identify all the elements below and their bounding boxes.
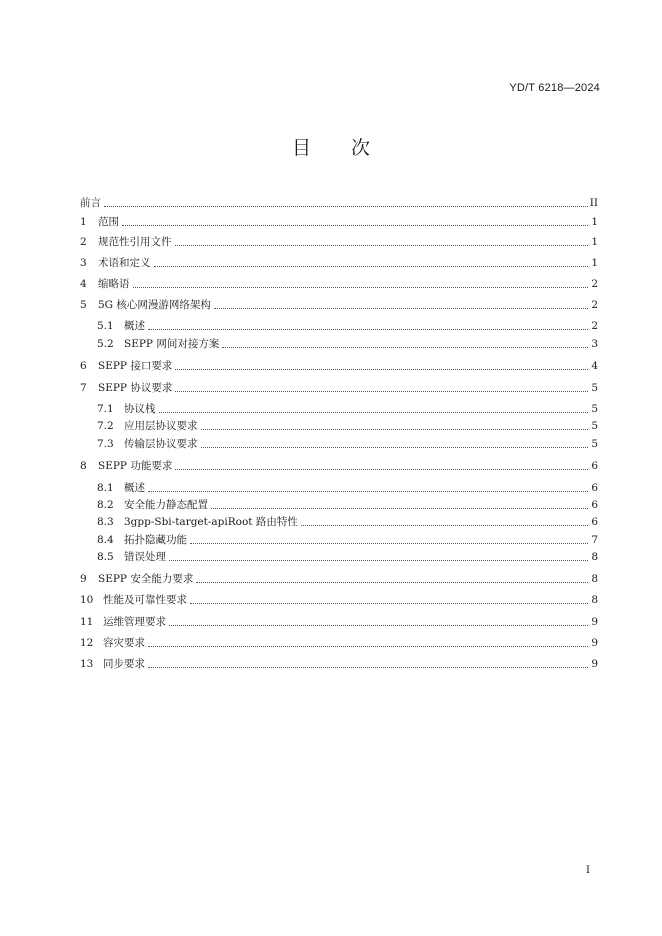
toc-entry-page: 6 xyxy=(591,499,598,511)
toc-entry-title: 应用层协议要求 xyxy=(124,420,198,432)
toc-leader-dots xyxy=(169,625,588,626)
toc-entry-page: 8 xyxy=(591,594,598,606)
toc-entry[interactable] xyxy=(80,359,598,373)
toc-entry-page: 6 xyxy=(591,482,598,494)
toc-entry-number: 7.3 xyxy=(97,438,114,450)
toc-entry[interactable] xyxy=(80,498,598,512)
toc-entry-number: 8.5 xyxy=(97,551,114,563)
toc-entry-number: 8.1 xyxy=(97,482,114,494)
toc-entry[interactable] xyxy=(80,215,598,229)
toc-entry-page: 8 xyxy=(591,573,598,585)
toc-title-part2: 次 xyxy=(351,137,371,159)
toc-entry-page: 4 xyxy=(591,360,598,372)
toc-entry-number: 8.4 xyxy=(97,534,114,546)
toc-entry-number: 7.1 xyxy=(97,403,114,415)
toc-leader-dots xyxy=(169,560,588,561)
toc-entry[interactable] xyxy=(80,419,598,433)
toc-entry-number: 9 xyxy=(80,573,87,585)
toc-entry[interactable] xyxy=(80,657,598,671)
toc-entry-page: 1 xyxy=(591,257,598,269)
toc-entry-number: 10 xyxy=(80,594,94,606)
toc-leader-dots xyxy=(301,525,588,526)
toc-entry[interactable] xyxy=(80,381,598,395)
toc-entry-title: 容灾要求 xyxy=(103,637,145,649)
toc-entry-page: 1 xyxy=(591,236,598,248)
toc-entry[interactable] xyxy=(80,298,598,312)
toc-leader-dots xyxy=(175,245,589,246)
toc-entry-page: 9 xyxy=(591,616,598,628)
toc-entry-number: 11 xyxy=(80,616,94,628)
toc-entry-title: 规范性引用文件 xyxy=(98,236,172,248)
toc-entry[interactable] xyxy=(80,481,598,495)
toc-entry-number: 3 xyxy=(80,257,87,269)
toc-leader-dots xyxy=(148,329,588,330)
toc-entry-number: 6 xyxy=(80,360,87,372)
page-number: I xyxy=(586,865,590,876)
toc-entry[interactable] xyxy=(80,550,598,564)
toc-entry[interactable] xyxy=(80,533,598,547)
toc-entry[interactable] xyxy=(80,277,598,291)
toc-entry-title: 安全能力静态配置 xyxy=(124,499,208,511)
toc-leader-dots xyxy=(159,412,589,413)
toc-entry-title: SEPP 接口要求 xyxy=(98,360,173,372)
toc-leader-dots xyxy=(211,508,588,509)
toc-title-part1: 目 xyxy=(291,137,311,159)
toc-entry-page: 5 xyxy=(591,438,598,450)
toc-entry-title: 5G 核心网漫游网络架构 xyxy=(98,299,211,311)
toc-leader-dots xyxy=(196,582,588,583)
toc-entry-number: 2 xyxy=(80,236,87,248)
toc-entry[interactable] xyxy=(80,593,598,607)
toc-entry-number: 8 xyxy=(80,460,87,472)
toc-entry-page: 5 xyxy=(591,420,598,432)
toc-entry-title: 错误处理 xyxy=(124,551,166,563)
toc-entry[interactable] xyxy=(80,235,598,249)
toc-entry-page: 2 xyxy=(591,299,598,311)
toc-entry-title: 概述 xyxy=(124,320,145,332)
toc-entry-page: II xyxy=(589,197,598,209)
toc-entry-title: SEPP 网间对接方案 xyxy=(124,338,220,350)
toc-entry[interactable] xyxy=(80,319,598,333)
toc-entry-page: 2 xyxy=(591,320,598,332)
toc-leader-dots xyxy=(175,469,588,470)
toc-entry-page: 7 xyxy=(591,534,598,546)
toc-entry-page: 9 xyxy=(591,658,598,670)
toc-entry-title: SEPP 功能要求 xyxy=(98,460,173,472)
toc-entry-title: 缩略语 xyxy=(98,278,130,290)
toc-entry-number: 4 xyxy=(80,278,87,290)
toc-entry-title: 范围 xyxy=(98,216,119,228)
toc-entry-title: 性能及可靠性要求 xyxy=(103,594,187,606)
toc-entry[interactable] xyxy=(80,402,598,416)
toc-leader-dots xyxy=(122,225,588,226)
toc-leader-dots xyxy=(148,491,588,492)
toc-entry-page: 1 xyxy=(591,216,598,228)
toc-leader-dots xyxy=(175,391,588,392)
toc-leader-dots xyxy=(148,667,588,668)
toc-entry[interactable] xyxy=(80,437,598,451)
toc-entry-title: SEPP 安全能力要求 xyxy=(98,573,194,585)
toc-entry-number: 13 xyxy=(80,658,94,670)
toc-entry-number: 5.1 xyxy=(97,320,114,332)
toc-entry-page: 6 xyxy=(591,516,598,528)
toc-leader-dots xyxy=(214,308,588,309)
toc-entry-title: 协议栈 xyxy=(124,403,156,415)
document-code: YD/T 6218—2024 xyxy=(509,82,600,94)
toc-entry-title: 3gpp-Sbi-target-apiRoot 路由特性 xyxy=(124,516,298,528)
toc-entry-page: 5 xyxy=(591,403,598,415)
toc-entry-page: 8 xyxy=(591,551,598,563)
toc-title xyxy=(0,133,662,160)
toc-leader-dots xyxy=(201,429,589,430)
toc-entry-title: SEPP 协议要求 xyxy=(98,382,173,394)
toc-entry[interactable] xyxy=(80,256,598,270)
toc-entry-title: 前言 xyxy=(80,197,101,209)
toc-entry-title: 运维管理要求 xyxy=(103,616,166,628)
toc-entry-page: 6 xyxy=(591,460,598,472)
toc-entry-page: 5 xyxy=(591,382,598,394)
toc-leader-dots xyxy=(154,266,589,267)
toc-leader-dots xyxy=(222,347,588,348)
toc-entry[interactable] xyxy=(80,615,598,629)
toc-entry-page: 2 xyxy=(591,278,598,290)
toc-entry[interactable] xyxy=(80,459,598,473)
toc-entry-number: 1 xyxy=(80,216,87,228)
toc-entry[interactable] xyxy=(80,636,598,650)
toc-leader-dots xyxy=(148,646,588,647)
toc-entry-number: 7 xyxy=(80,382,87,394)
toc-entry-title: 同步要求 xyxy=(103,658,145,670)
toc-entry[interactable] xyxy=(80,337,598,351)
toc-entry-page: 9 xyxy=(591,637,598,649)
toc-entry-number: 5 xyxy=(80,299,87,311)
toc-entry-title: 传输层协议要求 xyxy=(124,438,198,450)
toc-entry-title: 拓扑隐藏功能 xyxy=(124,534,187,546)
toc-entry-page: 3 xyxy=(591,338,598,350)
toc-leader-dots xyxy=(190,543,588,544)
toc-leader-dots xyxy=(104,206,588,207)
toc-entry-title: 概述 xyxy=(124,482,145,494)
toc-leader-dots xyxy=(175,369,588,370)
toc-entry-title: 术语和定义 xyxy=(98,257,151,269)
toc-leader-dots xyxy=(133,287,589,288)
toc-entry[interactable] xyxy=(80,196,598,210)
toc-entry-number: 7.2 xyxy=(97,420,114,432)
toc-entry-number: 12 xyxy=(80,637,94,649)
toc-entry-number: 8.3 xyxy=(97,516,114,528)
toc-leader-dots xyxy=(201,447,589,448)
toc-entry-number: 8.2 xyxy=(97,499,114,511)
toc-entry-number: 5.2 xyxy=(97,338,114,350)
toc-entry[interactable] xyxy=(80,572,598,586)
toc-leader-dots xyxy=(190,603,588,604)
toc-entry[interactable] xyxy=(80,515,598,529)
